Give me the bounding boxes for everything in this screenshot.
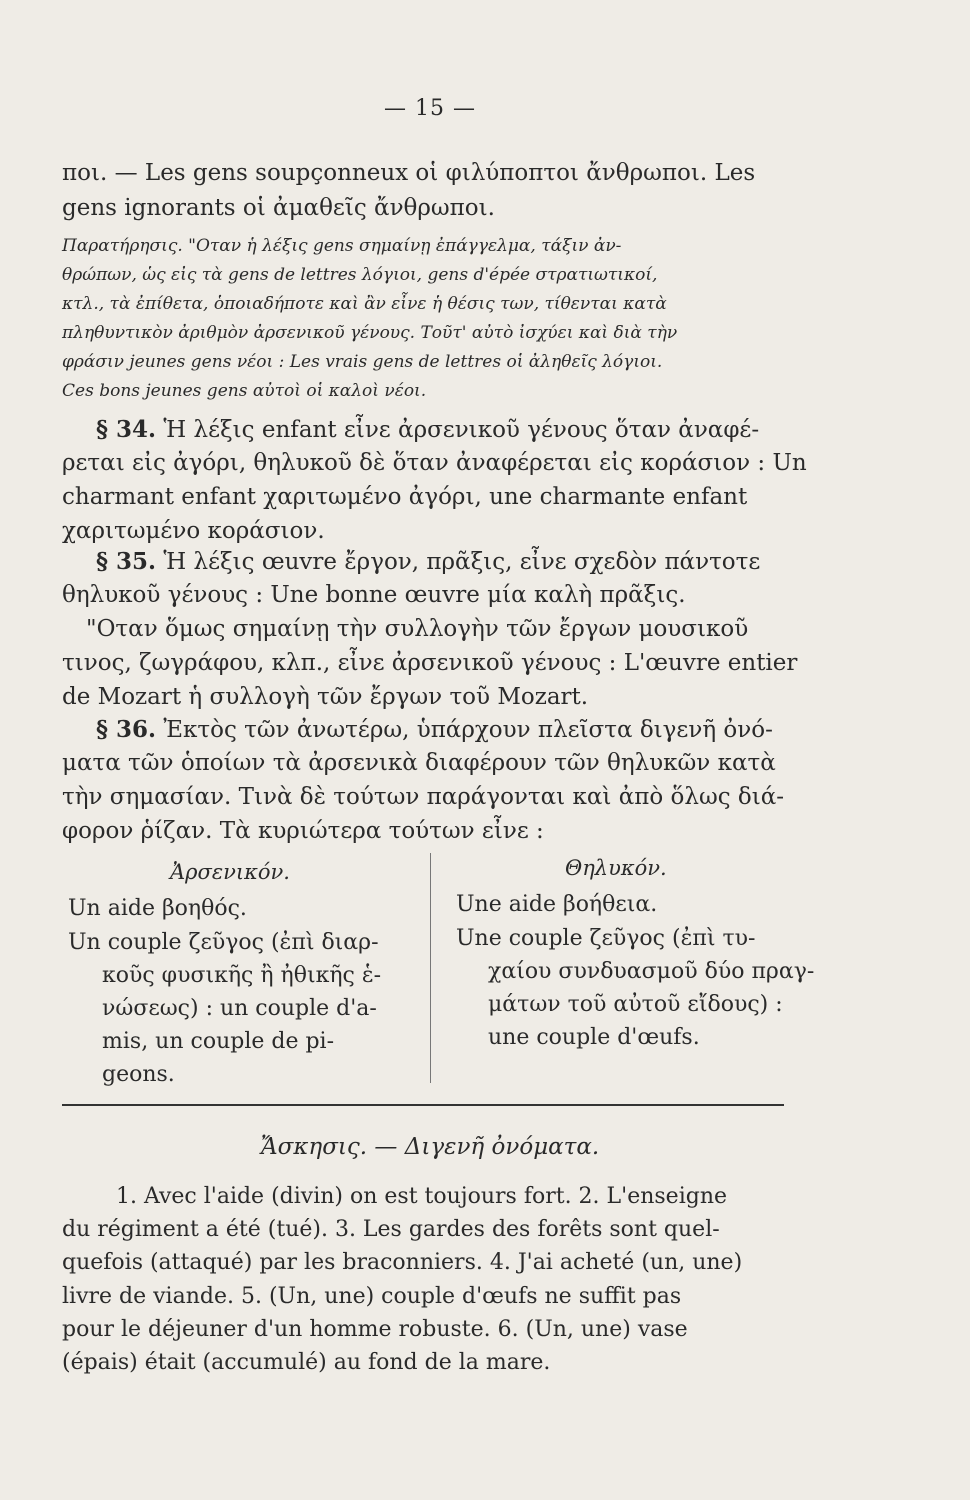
masc-line-6: geons. xyxy=(102,1062,175,1087)
exercise-line-1: 1. Avec l'aide (divin) on est toujours fort. 2. L'enseigne xyxy=(116,1184,728,1209)
section-36-line-3: τὴν σημασίαν. Τινὰ δὲ τούτων παράγονται καὶ ἀπὸ ὅλως διά- xyxy=(62,784,785,810)
exercise-line-4: livre de viande. 5. (Un, une) couple d'œufs ne suffit pas xyxy=(62,1284,682,1309)
section-35-line-2: θηλυκοῦ γένους : Une bonne œuvre μία καλὴ πρᾶξις. xyxy=(62,582,686,608)
masc-line-4: νώσεως) : un couple d'a- xyxy=(102,996,377,1021)
section-36-number: § 36. xyxy=(96,716,157,743)
exercise-title: Ἄσκησις. — Διγενῆ ὀνόματα. xyxy=(260,1134,600,1160)
remark-line-4: πληθυντικὸν ἀριθμὸν ἀρσενικοῦ γένους. Τοῦτ' αὐτὸ ἰσχύει καὶ διὰ τὴν xyxy=(62,323,678,343)
section-34-line-4: χαριτωμένο κοράσιον. xyxy=(62,518,325,544)
remark-line-6: Ces bons jeunes gens αὐτοὶ οἱ καλοὶ νέοι. xyxy=(62,381,427,401)
masc-line-2: Un couple ζεῦγος (ἐπὶ διαρ- xyxy=(68,930,379,955)
section-35-line-3: "Οταν ὅμως σημαίνῃ τὴν συλλογὴν τῶν ἔργων μουσικοῦ xyxy=(86,616,749,642)
exercise-line-6: (épais) était (accumulé) au fond de la mare. xyxy=(62,1350,551,1375)
section-36-line-1: Ἐκτὸς τῶν ἀνωτέρω, ὑπάρχουν πλεῖστα διγενῆ ὀνό- xyxy=(163,717,773,743)
intro-line-2: gens ignorants οἱ ἀμαθεῖς ἄνθρωποι. xyxy=(62,195,495,221)
masculine-header: Ἀρσενικόν. xyxy=(170,860,290,884)
remark-line-1: Παρατήρησις. "Οταν ἡ λέξις gens σημαίνῃ ἐπάγγελμα, τάξιν ἀν- xyxy=(62,236,622,256)
section-34-line-2: ρεται εἰς ἀγόρι, θηλυκοῦ δὲ ὅταν ἀναφέρεται εἰς κοράσιον : Un xyxy=(62,450,807,476)
section-35-line-1: Ἡ λέξις œuvre ἔργον, πρᾶξις, εἶνε σχεδὸν πάντοτε xyxy=(163,549,761,575)
exercise-line-2: du régiment a été (tué). 3. Les gardes des forêts sont quel- xyxy=(62,1217,720,1242)
exercise-line-5: pour le déjeuner d'un homme robuste. 6. (Un, une) vase xyxy=(62,1317,688,1342)
section-35-line-4: τινος, ζωγράφου, κλπ., εἶνε ἀρσενικοῦ γένους : L'œuvre entier xyxy=(62,650,798,676)
section-34-number: § 34. xyxy=(96,416,157,443)
fem-line-2: Une couple ζεῦγος (ἐπὶ τυ- xyxy=(456,926,756,951)
exercise-line-3: quefois (attaqué) par les braconniers. 4. J'ai acheté (un, une) xyxy=(62,1250,743,1275)
section-35-line-5: de Mozart ἡ συλλογὴ τῶν ἔργων τοῦ Mozart. xyxy=(62,684,589,710)
masc-line-1: Un aide βοηθός. xyxy=(68,896,247,921)
fem-line-5: une couple d'œufs. xyxy=(488,1025,700,1050)
masc-line-3: κοῦς φυσικῆς ἢ ἠθικῆς ἑ- xyxy=(102,963,382,988)
section-34-line-1: Ἡ λέξις enfant εἶνε ἀρσενικοῦ γένους ὅταν ἀναφέ- xyxy=(163,417,760,443)
masc-line-5: mis, un couple de pi- xyxy=(102,1029,335,1054)
remark-line-3: κτλ., τὰ ἐπίθετα, ὁποιαδήποτε καὶ ἂν εἶνε ἡ θέσις των, τίθενται κατὰ xyxy=(62,294,667,314)
section-35-number: § 35. xyxy=(96,548,157,575)
fem-line-1: Une aide βοήθεια. xyxy=(456,892,658,917)
fem-line-4: μάτων τοῦ αὐτοῦ εἴδους) : xyxy=(488,992,783,1017)
section-36-line-4: φορον ῥίζαν. Τὰ κυριώτερα τούτων εἶνε : xyxy=(62,818,544,844)
feminine-header: Θηλυκόν. xyxy=(565,856,667,880)
remark-line-5: φράσιν jeunes gens νέοι : Les vrais gens de lettres οἱ ἀληθεῖς λόγιοι. xyxy=(62,352,663,372)
column-divider xyxy=(430,853,431,1083)
fem-line-3: χαίου συνδυασμοῦ δύο πραγ- xyxy=(488,959,815,984)
section-36-line-2: ματα τῶν ὁποίων τὰ ἀρσενικὰ διαφέρουν τῶν θηλυκῶν κατὰ xyxy=(62,750,776,776)
section-rule xyxy=(62,1104,784,1106)
page-number: — 15 — xyxy=(384,96,476,121)
remark-line-2: θρώπων, ὡς εἰς τὰ gens de lettres λόγιοι, gens d'épée στρατιωτικοί, xyxy=(62,265,658,285)
intro-line-1: ποι. — Les gens soupçonneux οἱ φιλύποπτοι ἄνθρωποι. Les xyxy=(62,160,756,186)
section-34-line-3: charmant enfant χαριτωμένο ἀγόρι, une charmante enfant xyxy=(62,484,748,510)
